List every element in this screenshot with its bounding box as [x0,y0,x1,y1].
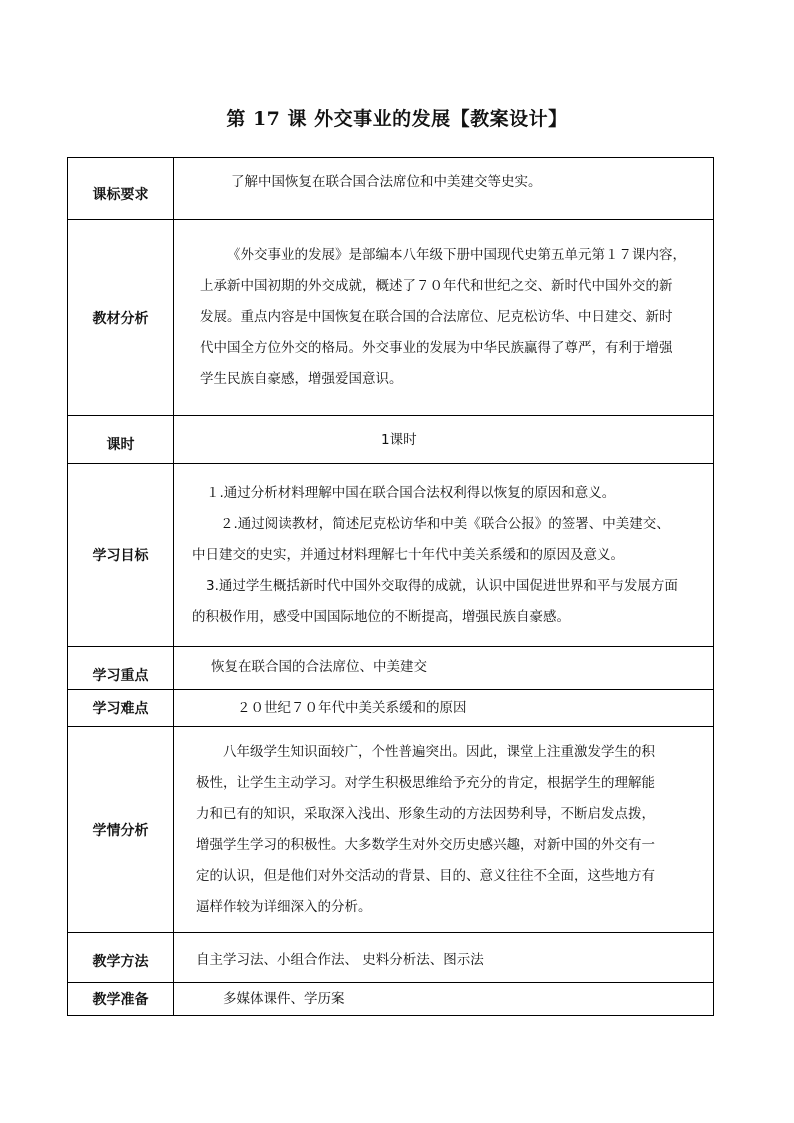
textbook-analysis-line: 发展。重点内容是中国恢复在联合国的合法席位、尼克松访华、中日建交、新时 [200,309,673,325]
row-label: 课时 [68,416,174,464]
row-content [174,690,714,727]
row-label: 教学准备 [68,983,174,1016]
row-label: 课标要求 [68,158,174,220]
curriculum-requirement-text: 了解中国恢复在联合国合法席位和中美建交等史实。 [231,174,542,190]
row-content [174,464,714,647]
lesson-plan-table [67,157,714,1016]
student-analysis-line: 力和已有的知识，采取深入浅出、形象生动的方法因势利导，不断启发点拨， [196,805,655,822]
class-hours-text: 1课时 [381,431,417,448]
teaching-methods-text: 自主学习法、小组合作法、 史料分析法、图示法 [196,951,484,968]
row-content [174,933,714,983]
textbook-analysis-line: 学生民族自豪感，增强爱国意识。 [200,371,403,387]
row-label: 学习重点 [68,647,174,690]
difficult-points-text: ２０世纪７０年代中美关系缓和的原因 [237,700,467,716]
row-label: 学习难点 [68,690,174,727]
learning-objective-line: ２.通过阅读教材，简述尼克松访华和中美《联合公报》的签署、中美建交、 [220,515,670,532]
row-class-hours [68,416,714,464]
student-analysis-line: 定的认识，但是他们对外交活动的背景、目的、意义往往不全面，这些地方有 [196,867,655,884]
row-content [174,158,714,220]
document-title: 第 17 课 外交事业的发展【教案设计】 [226,108,568,130]
row-content [174,416,714,464]
row-student-analysis [68,727,714,933]
textbook-analysis-line: 上承新中国初期的外交成就，概述了７０年代和世纪之交、新时代中国外交的新 [200,278,673,294]
row-curriculum-requirement [68,158,714,220]
row-content [174,647,714,690]
row-key-points [68,647,714,690]
learning-objective-line: 3.通过学生概括新时代中国外交取得的成就，认识中国促进世界和平与发展方面 [206,577,678,594]
row-content [174,727,714,933]
row-content [174,983,714,1016]
textbook-analysis-line: 《外交事业的发展》是部编本八年级下册中国现代史第五单元第１７课内容， [227,247,686,263]
teaching-preparation-text: 多媒体课件、学历案 [223,991,345,1007]
row-label: 学情分析 [68,727,174,933]
row-teaching-preparation [68,983,714,1016]
row-label: 教学方法 [68,933,174,983]
key-points-text: 恢复在联合国的合法席位、中美建交 [211,659,427,675]
learning-objective-line: 中日建交的史实，并通过材料理解七十年代中美关系缓和的原因及意义。 [192,546,624,563]
learning-objective-line: 的积极作用，感受中国国际地位的不断提高，增强民族自豪感。 [192,608,570,625]
learning-objective-line: １.通过分析材料理解中国在联合国合法权利得以恢复的原因和意义。 [206,484,616,501]
student-analysis-line: 八年级学生知识面较广，个性普遍突出。因此，课堂上注重激发学生的积 [223,743,655,760]
textbook-analysis-line: 代中国全方位外交的格局。外交事业的发展为中华民族赢得了尊严，有利于增强 [200,340,673,356]
row-difficult-points [68,690,714,727]
row-teaching-methods [68,933,714,983]
row-label: 学习目标 [68,464,174,647]
student-analysis-line: 逼样作较为详细深入的分析。 [196,898,372,915]
row-learning-objectives [68,464,714,647]
row-textbook-analysis [68,220,714,416]
row-content [174,220,714,416]
student-analysis-line: 极性，让学生主动学习。对学生积极思维给予充分的肯定，根据学生的理解能 [196,774,655,791]
student-analysis-line: 增强学生学习的积极性。大多数学生对外交历史感兴趣，对新中国的外交有一 [196,836,655,853]
row-label: 教材分析 [68,220,174,416]
